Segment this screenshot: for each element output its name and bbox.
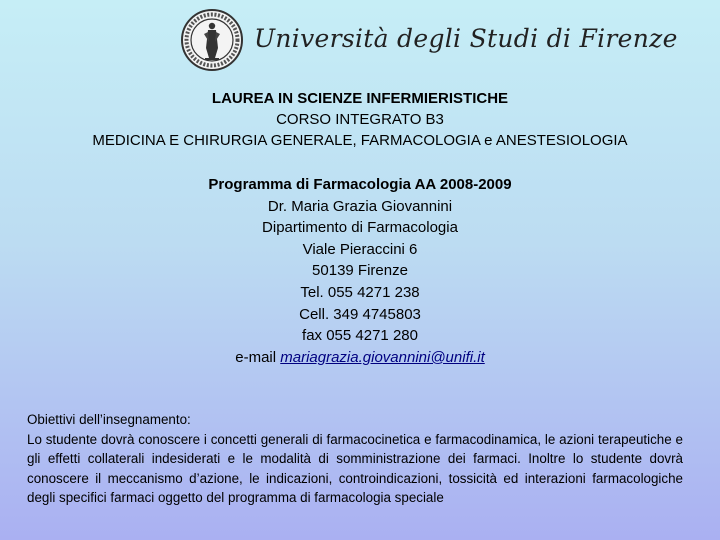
university-name: Università degli Studi di Firenze	[254, 24, 678, 53]
course-heading	[0, 88, 720, 151]
course-subjects: MEDICINA E CHIRURGIA GENERALE, FARMACOLOGIA e ANESTESIOLOGIA	[92, 132, 628, 149]
email-line	[0, 347, 720, 369]
email-label: e-mail	[235, 348, 281, 366]
fax: fax 055 4271 280	[302, 327, 418, 345]
objectives-title-colon: :	[187, 412, 191, 427]
email-link[interactable]: mariagrazia.giovannini@unifi.it	[280, 348, 485, 366]
objectives-title-text: Obiettivi dell’insegnamento	[27, 412, 188, 427]
teacher-name: Dr. Maria Grazia Giovannini	[267, 197, 453, 215]
degree-title: LAUREA IN SCIENZE INFERMIERISTICHE	[211, 90, 509, 107]
university-header	[180, 8, 678, 68]
street-address: Viale Pieraccini 6	[302, 240, 418, 258]
integrated-course: CORSO INTEGRATO B3	[276, 111, 444, 128]
objectives-section	[27, 410, 683, 508]
objectives-text: Lo studente dovrà conoscere i concetti generali di farmacocinetica e farmacodinamica, le azioni terapeutiche e gli effetti collaterali indesiderati e le modalità di somministrazione dei farmaci. Inoltre lo studente dovrà conoscere il meccanismo d’azione, le indicazioni, controindicazioni, tossicità ed interazioni farmacologiche degli specifici farmaci oggetto del programma di farmacologia speciale	[27, 431, 683, 505]
program-info	[0, 174, 720, 368]
department: Dipartimento di Farmacologia	[262, 219, 458, 237]
city-address: 50139 Firenze	[312, 262, 408, 280]
telephone: Tel. 055 4271 238	[300, 283, 420, 301]
program-title: Programma di Farmacologia AA 2008-2009	[208, 176, 512, 193]
cellphone: Cell. 349 4745803	[299, 305, 421, 323]
university-seal-icon	[180, 8, 244, 72]
objectives-title	[27, 410, 683, 430]
